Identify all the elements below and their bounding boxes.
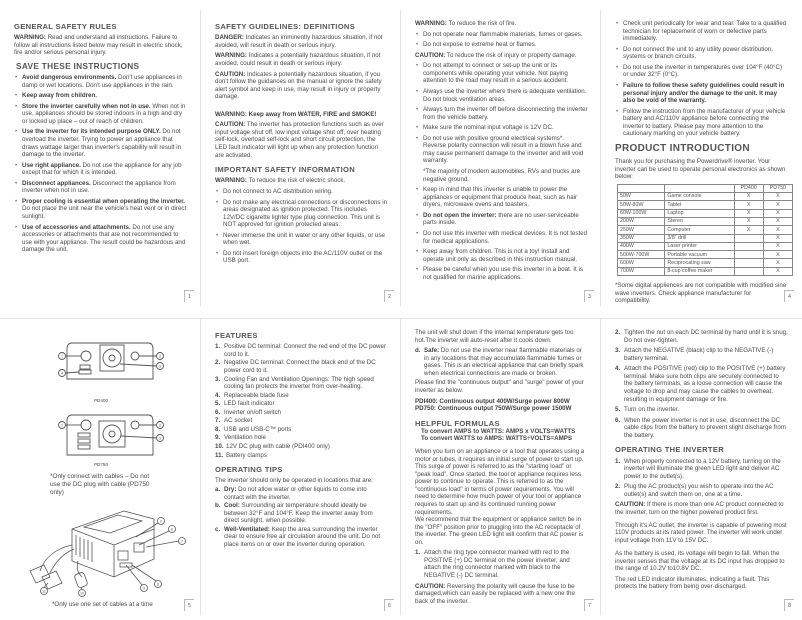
page-5 bbox=[0, 319, 200, 615]
list-item: 1. When properly connected to a 12V battery, turning on the inverter will illuminate the green LED light and deliver AC power to the outlet(s). bbox=[615, 457, 781, 480]
caution-list bbox=[415, 62, 588, 165]
list-item: b. Cool: Surrounding air temperature should ideally be between 32°F and 104°F. Keep the inverter away from direct sunlight, when possible. bbox=[215, 502, 373, 525]
protection-caution: CAUTION: The inverter has protection functions such as over input voltage shut off, low input voltage shut off, over heating self-lock, overload self-lock and short circuit protection, the LED fault indicator will light up when any protection function are activated. bbox=[215, 121, 384, 159]
list-item: • Do not operate near flammable materials, fumes or gases. bbox=[415, 31, 588, 39]
svg-text:2: 2 bbox=[158, 353, 162, 359]
list-item: 10. 12V DC plug with cable (PDI400 only) bbox=[215, 443, 330, 450]
list-item: • Use right appliance. Do not use the appliance for any job except that for which it is intended. bbox=[14, 162, 188, 177]
pd400-spec: PDI400: Continuous output 400W/Surge power 800W bbox=[415, 397, 570, 405]
table-row: 200W Stereo X X bbox=[618, 217, 793, 225]
list-item: a. Dry: Do not allow water or other liquids to come into contact with the inverter. bbox=[215, 485, 367, 501]
important-safety-title: IMPORTANT SAFETY INFORMATION bbox=[215, 165, 356, 175]
page-number: 5 bbox=[184, 599, 194, 611]
list-item: 3. Cooling Fan and Ventilation Openings: The high speed cooling fan protects the inverter from over-heating. bbox=[215, 375, 374, 391]
safety-rules-list bbox=[14, 74, 188, 254]
list-item: 7. AC socket bbox=[215, 417, 253, 425]
maintenance-list bbox=[615, 20, 788, 138]
table-row: 350W 3/8" drill X bbox=[618, 234, 793, 242]
list-item: • Do not open the inverter: there are no user-serviceable parts inside. bbox=[415, 212, 588, 227]
pd400-label: PD400 bbox=[93, 397, 109, 403]
list-item: • Always use the inverter where there is adequate ventilation. Do not block ventilation areas. bbox=[415, 88, 588, 103]
list-item: • Please be careful when you use this inverter in a boat. It is not qualified for marine applications. bbox=[415, 266, 588, 281]
pd750-back-diagram bbox=[14, 411, 194, 461]
list-item: • Do not connect the unit to any utility power distribution, systems or branch circuits. bbox=[615, 46, 788, 61]
table-row: 60W-100W Laptop X X bbox=[618, 209, 793, 217]
svg-text:10: 10 bbox=[80, 591, 84, 596]
inverter-with-cables-diagram bbox=[14, 499, 194, 599]
compatibility-table bbox=[617, 184, 793, 276]
svg-text:4: 4 bbox=[60, 370, 64, 376]
outlet-text: Through it's AC outlet, the inverter is capable of powering most 110V products at its rated power. The inverter will work under input voltage from 11V to 15V DC. bbox=[615, 521, 787, 544]
svg-text:3: 3 bbox=[158, 363, 162, 369]
list-item: 8. USB and USB-C™ ports bbox=[215, 425, 292, 433]
page-3 bbox=[400, 10, 600, 306]
list-item: c. Well-Ventilated: Keep the area surrounding the inverter clear to ensure free air circulation around the unit. Do not place items on or over the inverter during operation. bbox=[215, 525, 381, 548]
more-cautions-list bbox=[415, 186, 588, 281]
svg-text:1: 1 bbox=[60, 353, 64, 359]
table-row: 50W Game console X X bbox=[618, 193, 793, 201]
caution-definition: CAUTION: Indicates a potentially hazardous situation, if you don't follow the guidances on the manual or ignore the safety alert symbol and keep in use, may result in injury or property damage. bbox=[215, 70, 382, 101]
features-title: FEATURES bbox=[215, 331, 258, 340]
shock-list bbox=[215, 188, 388, 265]
table-row: 50W-80W Tablet X X bbox=[618, 201, 793, 209]
page-7 bbox=[400, 319, 600, 615]
connection-step-1 bbox=[415, 549, 588, 579]
general-safety-title: GENERAL SAFETY RULES bbox=[14, 22, 117, 31]
list-item: 1. Attach the ring type connector marked with red to the POSITIVE (+) DC terminal on the power inverter, and attach the ring connector marked with black to the NEGATIVE (-) DC terminal. bbox=[415, 549, 570, 579]
list-item: • Do not connect to AC distribution wiring. bbox=[215, 188, 388, 196]
list-item: 5. LED fault indicator bbox=[215, 400, 275, 408]
page-number: 1 bbox=[184, 290, 194, 302]
tips-list bbox=[215, 486, 388, 549]
page-number: 8 bbox=[784, 599, 794, 611]
product-intro-title: PRODUCT INTRODUCTION bbox=[615, 142, 750, 154]
definitions-title: SAFETY GUIDELINES: DEFINITIONS bbox=[215, 22, 356, 31]
fire-list bbox=[415, 31, 588, 49]
svg-text:3: 3 bbox=[160, 519, 162, 524]
list-item: • Do not use this inverter with medical devices. It is not tested for medical applications. bbox=[415, 230, 588, 245]
operating-inverter-title: OPERATING THE INVERTER bbox=[615, 445, 724, 455]
list-item: 2. Plug the AC product(s) you wish to operate into the AC outlet(s) and switch them on, one at a time. bbox=[615, 483, 774, 498]
list-item: • Follow the instruction from the manufacturer of your vehicle battery and AC/110V appliance before connecting the inverter to battery. Please pay more attention to the cautionary marking on your vehicle battery. bbox=[615, 108, 788, 138]
list-item: • Keep away from children. bbox=[14, 92, 188, 100]
water-fire-warning: WARNING: Keep away from WATER, FIRE and SMOKE! bbox=[215, 110, 377, 118]
power-intro: Please find the "continuous output" and "surge" power of your inverter as below. bbox=[415, 379, 584, 394]
save-instructions-title: SAVE THESE INSTRUCTIONS bbox=[16, 60, 140, 71]
page-number: 4 bbox=[784, 290, 794, 302]
recommend-text: We recommend that the equipment or appliance switch be in the "OFF" position prior to plugging into the AC receptacle of the inverter. The green LED light will confirm that AC power is on. bbox=[415, 516, 584, 546]
bottom-spread bbox=[0, 318, 802, 618]
pd400-back-diagram bbox=[14, 337, 194, 399]
list-item: • Use the inverter for its intended purpose ONLY. Do not overload the inverter. Trying to power an appliance that draws wattage larger than inverter's capability will result in damage to the inverter. bbox=[14, 128, 188, 158]
page-4 bbox=[600, 10, 800, 306]
svg-text:3: 3 bbox=[158, 435, 162, 441]
connection-steps-list bbox=[615, 329, 788, 439]
table-row: 250W Computer X X bbox=[618, 226, 793, 234]
formula-watts-to-amps: To convert WATTS to AMPS: WATTS÷VOLTS=AMPS bbox=[421, 435, 573, 443]
list-item: • Always turn the inverter off before disconnecting the inverter from the vehicle battery. bbox=[415, 106, 588, 121]
list-item: 2. Negative DC terminal: Connect the black end of the DC power cord to it. bbox=[215, 359, 376, 374]
pd750-label: PD750 bbox=[93, 461, 109, 467]
list-item: • Make sure the nominal input voltage is 12V DC. bbox=[415, 124, 588, 132]
svg-text:8: 8 bbox=[157, 582, 159, 587]
compatibility-footnote: *Some digital appliences are not compatible with modified sine wave inverters. Check appliance manufacturer for compatibility. bbox=[615, 282, 787, 305]
multiple-products-caution: CAUTION: If there is more than one AC product connected to the inverter, turn on the higher powered product first. bbox=[615, 501, 784, 516]
list-item: • Do not use with positive ground electrical systems*. Reverse polarity connection will result in a blown fuse and may cause permanent damage to the inverter and will void warranty. bbox=[415, 135, 588, 165]
list-item: • Do not insert foreign objects into the AC/110V outlet or the USB port. bbox=[215, 250, 388, 265]
injury-caution: CAUTION: To reduce the risk of injury or property damage. bbox=[415, 51, 577, 59]
table-header-row: PD400 PD750 bbox=[618, 184, 793, 192]
ground-note: *The majority of modern automobiles, RVs and trucks are negative ground. bbox=[423, 168, 581, 183]
polarity-caution: CAUTION: Reversing the polarity will cause the fuse to be damaged,which can easily be replaced with a new one the back of the inverter. bbox=[415, 582, 575, 605]
list-item: • Check unit periodically for wear and tear. Take to a qualified technician for replacement of worn or defective parts immediately. bbox=[615, 20, 788, 43]
warning-definition: WARNING: Indicates a potentially hazardous situation, if not avoided, could result in death or serious injury. bbox=[215, 52, 381, 67]
pd750-spec: PD750: Continuous output 750W/Surge power 1500W bbox=[415, 405, 572, 413]
danger-definition: DANGER: Indicates an imminently hazardous situation, if not avoided, will result in death or serious injury. bbox=[215, 34, 383, 49]
svg-text:11: 11 bbox=[42, 589, 46, 594]
page-number: 6 bbox=[384, 599, 394, 611]
list-item: • Failure to follow these safety guidelines could result in personal injury and/or the damage to the unit. It may also be void of the warranty. bbox=[615, 82, 788, 105]
table-row: 500W-700W Portable vacuum X bbox=[618, 251, 793, 259]
formulas-title: HELPFUL FORMULAS bbox=[415, 418, 500, 428]
general-warning: WARNING: Read and understand all instructions. Failure to follow all instructions listed below may result in electric shock, fire and/or serious personal injury. bbox=[14, 34, 183, 57]
list-item: 4. Attach the POSITIVE (red) clip to the POSITIVE (+) battery terminal. Make sure both clips are securely connected to the battery terminals, as a loose connection will cause the voltage to drop and may cause the cables to overheat, resulting in equipment damage or fire. bbox=[615, 365, 786, 403]
list-item: 2. Tighten the nut on each DC terminal by hand until it is snug. Do not over-tighten. bbox=[615, 329, 788, 344]
operating-steps-list bbox=[615, 458, 788, 499]
table-row: 600W Reciprocating saw X bbox=[618, 259, 793, 267]
page-1 bbox=[0, 10, 200, 306]
list-item: 6. When the power inverter is not in use, disconnect the DC cable clips from the battery to prevent slight discharge from the battery. bbox=[615, 416, 786, 439]
list-item: • Do not make any electrical connections or disconnections in areas designated as ignition protected. This includes 12V/DC cigarette lighter type plug connection. This unit is NOT approved for ignition protected areas. bbox=[215, 199, 388, 229]
shock-warning: WARNING: To reduce the risk of electric shock. bbox=[215, 177, 346, 185]
surge-text: When you turn on an appliance or a tool that operates using a motor or tubes, it requires an initial surge of power to start up. This surge of power is referred to as the "starting load" or "peak load". Once started, the tool or appliance requires less power to continue to operate. This is referred to as the "continuous load" in terms of power requirements. You will need to determine how much power of your tool or appliance requires to start up and its continued running power requirements. bbox=[415, 448, 585, 516]
operating-tips-title: OPERATING TIPS bbox=[215, 465, 283, 475]
page-6 bbox=[200, 319, 400, 615]
features-list bbox=[215, 343, 388, 459]
top-spread bbox=[0, 10, 802, 310]
page-number: 2 bbox=[384, 290, 394, 302]
tips-intro: The inverter should only be operated in locations that are: bbox=[215, 477, 373, 485]
list-item: 6. Inverter on/off switch bbox=[215, 408, 281, 416]
formula-amps-to-watts: To convert AMPS to WATTS: AMPS x VOLTS=WATTS bbox=[421, 427, 576, 435]
page-8 bbox=[600, 319, 800, 615]
list-item: • Keep away from children. This is not a toy! Install and operate unit only as described in this instruction manual. bbox=[415, 248, 588, 263]
battery-text: As the battery is used, its voltage will begin to fall. When the inverter senses that the voltage at its DC input has dropped to the range of 10.2V to10.8V DC. bbox=[615, 550, 785, 573]
list-item: • Store the inverter carefully when not in use. When not in use, appliances should be stored indoors in a high and dry or locked up place – out of reach of children. bbox=[14, 103, 188, 126]
list-item: 11. Battery clamps bbox=[215, 451, 267, 459]
list-item: • Keep in mind that this inverter is unable to power the appliances or equipment that produce heat, such as hair dryers, microwave ovens and toasters. bbox=[415, 186, 588, 209]
svg-text:6: 6 bbox=[171, 527, 173, 532]
svg-text:7: 7 bbox=[181, 539, 183, 544]
list-item: 5. Turn on the inverter. bbox=[615, 406, 680, 414]
list-item: 3. Attach the NEGATIVE (black) clip to the NEGATIVE (-) battery terminal. bbox=[615, 347, 774, 362]
list-item: • Proper cooling is essential when operating the inverter. Do not place the unit near the vehicle's heat vent or in direct sunlight. bbox=[14, 198, 188, 221]
cables-note: *Only use one set of cables at a time bbox=[52, 601, 153, 609]
list-item: 9. Ventilation hole bbox=[215, 434, 266, 442]
svg-text:1: 1 bbox=[60, 422, 64, 428]
cable-note: *Only connect with cables – Do not use the DC plug with cable (PD750 only) bbox=[50, 473, 150, 496]
list-item: • Never immerse the unit in water or any other liquids, or use when wet. bbox=[215, 232, 388, 247]
list-item: • Disconnect appliances. Disconnect the appliance from inverter when not in use. bbox=[14, 180, 188, 195]
page-number: 7 bbox=[584, 599, 594, 611]
svg-text:2: 2 bbox=[158, 422, 162, 428]
svg-text:9: 9 bbox=[143, 586, 145, 591]
safe-tip bbox=[415, 347, 588, 377]
fire-warning: WARNING: To reduce the risk of fire. bbox=[415, 20, 517, 27]
list-item: 1. Positive DC terminal: Connect the red end of the DC power cord to it. bbox=[215, 343, 386, 358]
product-intro-text: Thank you for purchasing the Powerdrive® inverter. Your inverter can be used to operate personal electronics as shown below: bbox=[615, 158, 786, 181]
list-item: • Do not expose to extreme heat or flames. bbox=[415, 41, 588, 49]
list-item: d. Safe: Do not use the inverter near flammable materials or in any locations that may accumulate flammable fumes or gases. This is an electrical appliance that can briefly spark when electrical connections are made or broken. bbox=[415, 347, 584, 377]
list-item: • Use of accessories and attachments. Do not use any accessories or attachments that are not recommended to use with your appliance. The result could be hazardous and damage the unit. bbox=[14, 224, 188, 254]
table-row: 700W 8-cup coffee maker X bbox=[618, 267, 793, 275]
list-item: • Do not attempt to connect or set-up the unit or its components while operating your vehicle. Not paying attention to the road may result in a serious accident. bbox=[415, 62, 588, 85]
list-item: • Do not use the inverter in temperatures over 104°F (40°C) or under 32°F (0°C). bbox=[615, 64, 788, 79]
list-item: 4. Replaceable blade fuse bbox=[215, 391, 289, 399]
led-text: The red LED indicator illuminates, indicating a fault. This protects the battery from being over-discharged. bbox=[615, 575, 770, 591]
table-row: 400W Laser printer X bbox=[618, 242, 793, 250]
list-item: • Avoid dangerous environments. Don't use appliances in damp or wet locations. Don't use appliances in the rain. bbox=[14, 74, 188, 89]
page-number: 3 bbox=[584, 290, 594, 302]
shutdown-text: The unit will shut down if the internal temperature gets too hot.The inverter will auto-reset after it cools down. bbox=[415, 329, 574, 344]
page-2 bbox=[200, 10, 400, 306]
